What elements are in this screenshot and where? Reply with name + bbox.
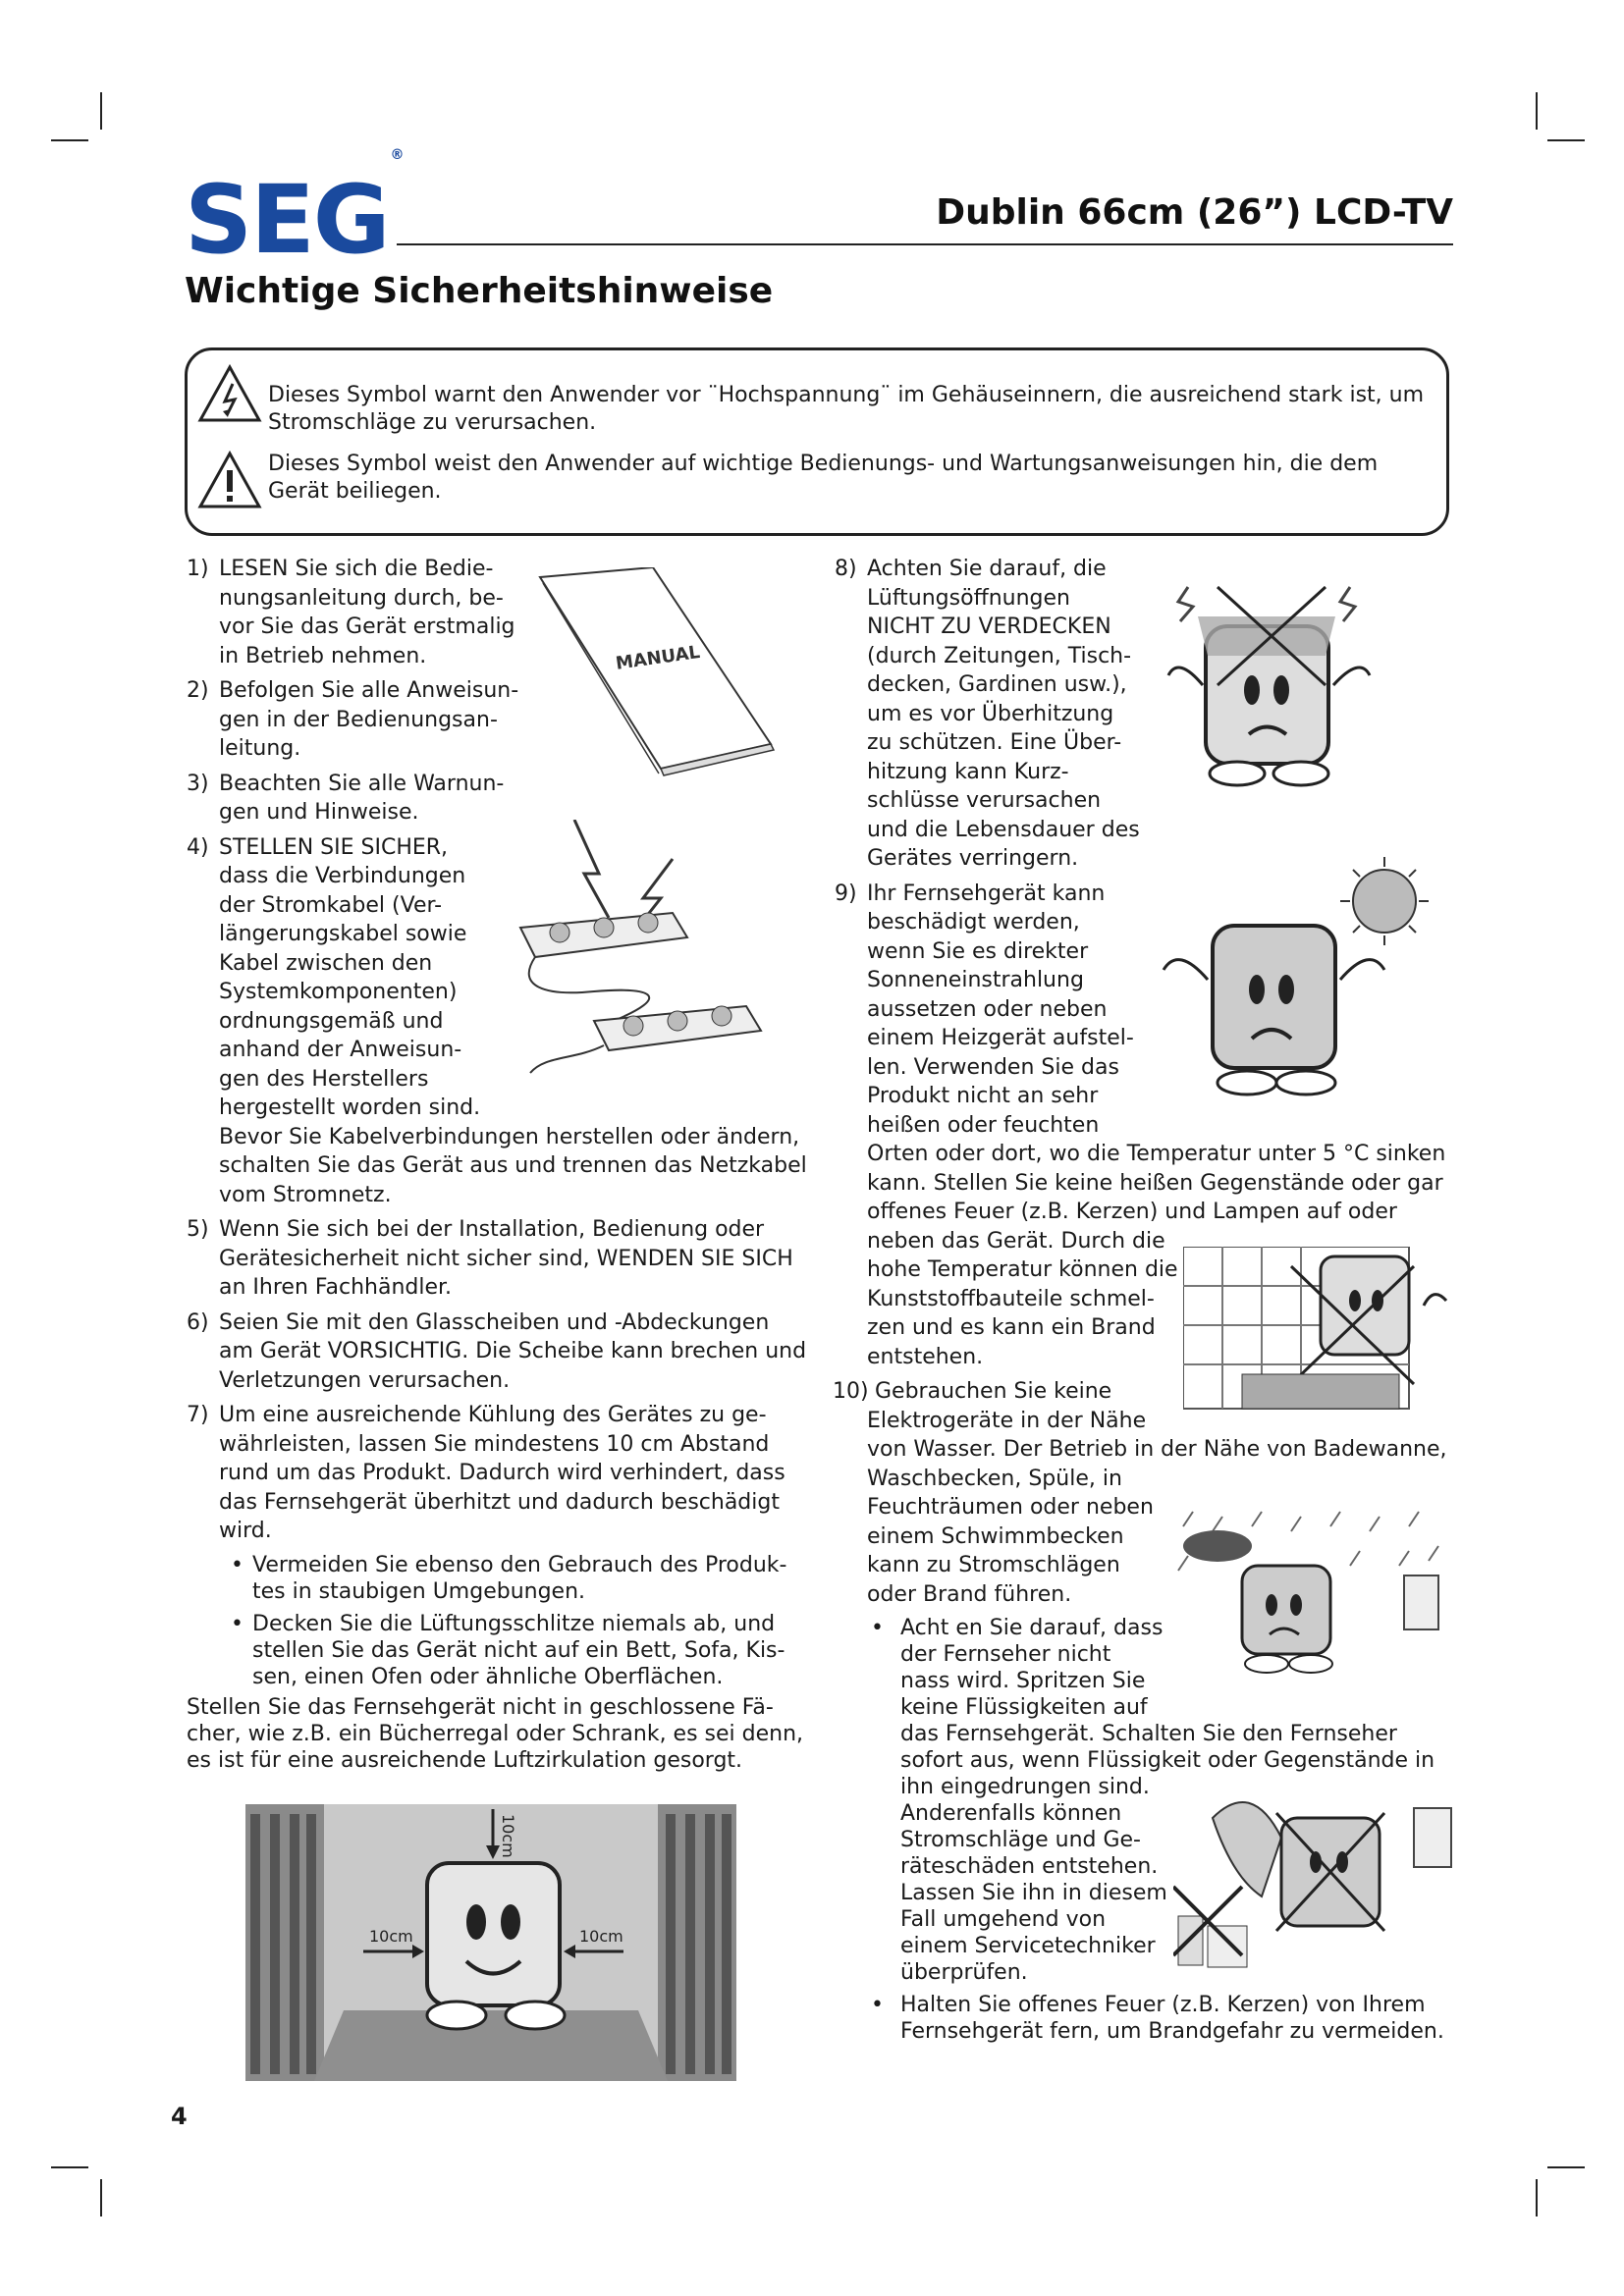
text-line: heißen oder feuchten — [867, 1112, 1100, 1138]
text-line: einem Heizgerät aufstel- — [867, 1026, 1134, 1050]
manual-label: MANUAL — [614, 641, 702, 674]
text-line: Wenn Sie sich bei der Installation, Bedienung oder — [219, 1217, 765, 1242]
clearance-label-right: 10cm — [579, 1927, 623, 1946]
text-line: rund um das Produkt. Dadurch wird verhindert, dass — [219, 1461, 785, 1485]
bullet: • — [871, 1993, 884, 2017]
item-number: 10) — [833, 1379, 869, 1404]
text-line: Decken Sie die Lüftungsschlitze niemals ab, und — [252, 1611, 776, 1636]
item-number: 8) — [835, 557, 857, 581]
text-line: wird. — [219, 1519, 272, 1543]
text-line: Stromschläge und Ge- — [900, 1828, 1141, 1852]
text-line: wenn Sie es direkter — [867, 938, 1089, 964]
text-line: in Betrieb nehmen. — [219, 643, 427, 668]
text-line: es ist für eine ausreichende Luftzirkulation gesorgt. — [187, 1747, 743, 1773]
text-line: dass die Verbindungen — [219, 864, 466, 888]
text-line: am Gerät VORSICHTIG. Die Scheibe kann brechen und — [219, 1339, 807, 1363]
text-line: Stellen Sie das Fernsehgerät nicht in geschlossene Fä- — [187, 1694, 774, 1720]
text-line: um es vor Überhitzung — [867, 701, 1114, 726]
closing-paragraph — [187, 1694, 815, 1774]
item-number: 5) — [187, 1217, 209, 1242]
text-line: vor Sie das Gerät erstmalig — [219, 614, 515, 639]
high-voltage-warning-icon — [197, 364, 262, 423]
text-line: Produkt nicht an sehr — [867, 1084, 1099, 1108]
text-line: vom Stromnetz. — [219, 1182, 392, 1207]
text-line: Sonneneinstrahlung — [867, 968, 1084, 992]
text-line: Elektrogeräte in der Nähe — [867, 1408, 1147, 1433]
item-number: 3) — [187, 771, 209, 796]
text-line: offenes Feuer (z.B. Kerzen) und Lampen auf oder — [867, 1200, 1397, 1224]
text-line: Vermeiden Sie ebenso den Gebrauch des Produk- — [252, 1552, 787, 1577]
crop-mark — [100, 2179, 102, 2216]
text-line: Acht en Sie darauf, dass — [900, 1616, 1164, 1640]
item-number: 2) — [187, 678, 209, 703]
text-line: Gebrauchen Sie keine — [875, 1379, 1112, 1404]
text-line: das Fernsehgerät überhitzt und dadurch beschädigt — [219, 1489, 780, 1515]
text-line: gen des Herstellers — [219, 1066, 429, 1092]
text-line: sofort aus, wenn Flüssigkeit oder Gegenstände in — [900, 1748, 1435, 1773]
crop-mark — [1547, 139, 1585, 141]
brand-logo — [185, 147, 403, 275]
item-number: 9) — [835, 881, 857, 906]
clearance-label-left: 10cm — [369, 1927, 413, 1946]
symbol-description: Dieses Symbol warnt den Anwender vor ¨Hochspannung¨ im Gehäuseinnern, die ausreichend stark ist, um Stromschläge zu verursachen. — [268, 383, 1425, 435]
bullet: • — [231, 1552, 244, 1577]
text-line: hergestellt worden sind. — [219, 1095, 481, 1120]
text-line: zu schützen. Eine Über- — [867, 730, 1122, 755]
logo-text: SEG — [185, 165, 389, 275]
text-line: einem Schwimmbecken — [867, 1523, 1124, 1549]
text-line: kann zu Stromschlägen — [867, 1553, 1120, 1577]
text-line: tes in staubigen Umgebungen. — [252, 1578, 586, 1604]
text-line: Feuchträumen oder neben — [867, 1495, 1154, 1520]
sun-heat-tv-illustration — [1154, 852, 1448, 1117]
crop-mark — [51, 2166, 88, 2168]
text-line: (durch Zeitungen, Tisch- — [867, 643, 1132, 668]
item-number: 6) — [187, 1309, 209, 1335]
text-line: kann. Stellen Sie keine heißen Gegenstände oder gar — [867, 1170, 1443, 1196]
logo-registered-mark: ® — [390, 147, 403, 163]
text-line: leitung. — [219, 736, 301, 761]
text-line: NICHT ZU VERDECKEN — [867, 614, 1111, 639]
text-line: Kunststoffbauteile schmel- — [867, 1286, 1155, 1311]
text-line: entstehen. — [867, 1344, 984, 1369]
rain-storm-tv-illustration — [1173, 1507, 1443, 1683]
text-line: währleisten, lassen Sie mindestens 10 cm Abstand — [219, 1431, 770, 1457]
text-line: len. Verwenden Sie das — [867, 1054, 1119, 1080]
text-line: Gerätesicherheit nicht sicher sind, WENDEN SIE SICH — [219, 1246, 793, 1271]
text-line: Beachten Sie alle Warnun- — [219, 771, 505, 796]
page-title: Wichtige Sicherheitshinweise — [185, 271, 774, 311]
bullet-item — [867, 1992, 1463, 2045]
header-rule — [397, 243, 1453, 245]
text-line: Halten Sie offenes Feuer (z.B. Kerzen) von Ihrem — [900, 1993, 1426, 2017]
text-line: Systemkomponenten) — [219, 980, 458, 1004]
text-line: Um eine ausreichende Kühlung des Gerätes zu ge- — [219, 1403, 767, 1427]
text-line: LESEN Sie sich die Bedie- — [219, 557, 494, 581]
text-line: keine Flüssigkeiten auf — [900, 1695, 1148, 1720]
text-line: schalten Sie das Gerät aus und trennen das Netzkabel — [219, 1153, 807, 1178]
text-line: gen in der Bedienungsan- — [219, 707, 498, 732]
text-line: decken, Gardinen usw.), — [867, 672, 1127, 697]
text-line: Befolgen Sie alle Anweisun- — [219, 678, 519, 703]
text-line: Anderenfalls können — [900, 1801, 1122, 1826]
crop-mark — [1536, 2179, 1538, 2216]
crop-mark — [1536, 92, 1538, 130]
text-line: Orten oder dort, wo die Temperatur unter 5 °C sinken — [867, 1142, 1446, 1166]
text-line: Lüftungsöffnungen — [867, 585, 1071, 611]
text-line: einem Servicetechniker — [900, 1934, 1156, 1958]
text-line: oder Brand führen. — [867, 1581, 1072, 1607]
text-line: neben das Gerät. Durch die — [867, 1228, 1165, 1254]
crop-mark — [51, 139, 88, 141]
clearance-label-top: 10cm — [499, 1814, 517, 1858]
text-line: und die Lebensdauer des — [867, 817, 1140, 842]
crop-mark — [1547, 2166, 1585, 2168]
text-line: Ihr Fernsehgerät kann — [867, 881, 1106, 906]
list-item — [187, 1308, 815, 1396]
text-line: cher, wie z.B. ein Bücherregal oder Schrank, es sei denn, — [187, 1721, 804, 1746]
text-line: nass wird. Spritzen Sie — [900, 1669, 1146, 1693]
text-line: STELLEN SIE SICHER, — [219, 834, 449, 860]
text-line: Fernsehgerät fern, um Brandgefahr zu vermeiden. — [900, 2019, 1444, 2044]
text-line: überprüfen. — [900, 1960, 1028, 1985]
symbol-description: Dieses Symbol weist den Anwender auf wichtige Bedienungs- und Wartungsanweisungen hin, die dem Gerät beiliegen. — [268, 452, 1379, 504]
bullet-item — [219, 1552, 815, 1605]
item-number: 4) — [187, 834, 209, 860]
exclamation-warning-icon — [197, 451, 262, 509]
page-number: 4 — [171, 2103, 188, 2130]
liquid-spill-tv-illustration — [1173, 1779, 1453, 1975]
text-line: Seien Sie mit den Glasscheiben und -Abdeckungen — [219, 1309, 770, 1335]
text-line: hitzung kann Kurz- — [867, 759, 1069, 784]
text-line: von Wasser. Der Betrieb in der Nähe von Badewanne, — [867, 1437, 1447, 1462]
crop-mark — [100, 92, 102, 130]
text-line: Lassen Sie ihn in diesem — [900, 1881, 1167, 1905]
bullet: • — [231, 1611, 244, 1636]
text-line: anhand der Anweisun- — [219, 1038, 462, 1062]
text-line: der Stromkabel (Ver- — [219, 892, 443, 918]
bullet: • — [871, 1616, 884, 1640]
text-line: der Fernseher nicht — [900, 1642, 1111, 1667]
covered-tv-illustration — [1159, 577, 1380, 803]
text-line: stellen Sie das Gerät nicht auf ein Bett, Sofa, Kis- — [252, 1637, 785, 1663]
power-strip-illustration — [515, 820, 781, 1075]
text-line: Verletzungen verursachen. — [219, 1367, 511, 1393]
symbol-legend-box — [185, 347, 1449, 536]
text-line: schlüsse verursachen — [867, 788, 1102, 813]
text-line: Bevor Sie Kabelverbindungen herstellen oder ändern, — [219, 1124, 800, 1149]
text-line: Kabel zwischen den — [219, 950, 433, 976]
text-line: ordnungsgemäß und — [219, 1008, 444, 1034]
text-line: gen und Hinweise. — [219, 800, 419, 825]
list-item — [187, 1215, 815, 1303]
text-line: längerungskabel sowie — [219, 922, 467, 946]
bathroom-tv-illustration — [1183, 1247, 1448, 1414]
text-line: sen, einen Ofen oder ähnliche Oberflächen. — [252, 1664, 724, 1689]
text-line: Gerätes verringern. — [867, 846, 1079, 871]
item-number: 7) — [187, 1403, 209, 1427]
text-line: hohe Temperatur können die — [867, 1257, 1178, 1282]
text-line: Waschbecken, Spüle, in — [867, 1466, 1122, 1491]
model-title: Dublin 66cm (26”) LCD-TV — [936, 192, 1453, 233]
text-line: aussetzen oder neben — [867, 996, 1108, 1022]
text-line: räteschäden entstehen. — [900, 1854, 1159, 1879]
bullet-item — [219, 1611, 815, 1690]
text-line: an Ihren Fachhändler. — [219, 1275, 453, 1300]
manual-booklet-illustration — [535, 567, 776, 778]
item-number: 1) — [187, 557, 209, 581]
text-line: Achten Sie darauf, die — [867, 557, 1107, 581]
text-line: das Fernsehgerät. Schalten Sie den Fernseher — [900, 1722, 1397, 1746]
clearance-illustration — [245, 1804, 736, 2081]
list-item — [187, 1401, 815, 1690]
text-line: ihn eingedrungen sind. — [900, 1775, 1150, 1799]
text-line: zen und es kann ein Brand — [867, 1315, 1156, 1340]
text-line: beschädigt werden, — [867, 910, 1080, 934]
text-line: Fall umgehend von — [900, 1907, 1107, 1932]
text-line: nungsanleitung durch, be- — [219, 585, 504, 611]
